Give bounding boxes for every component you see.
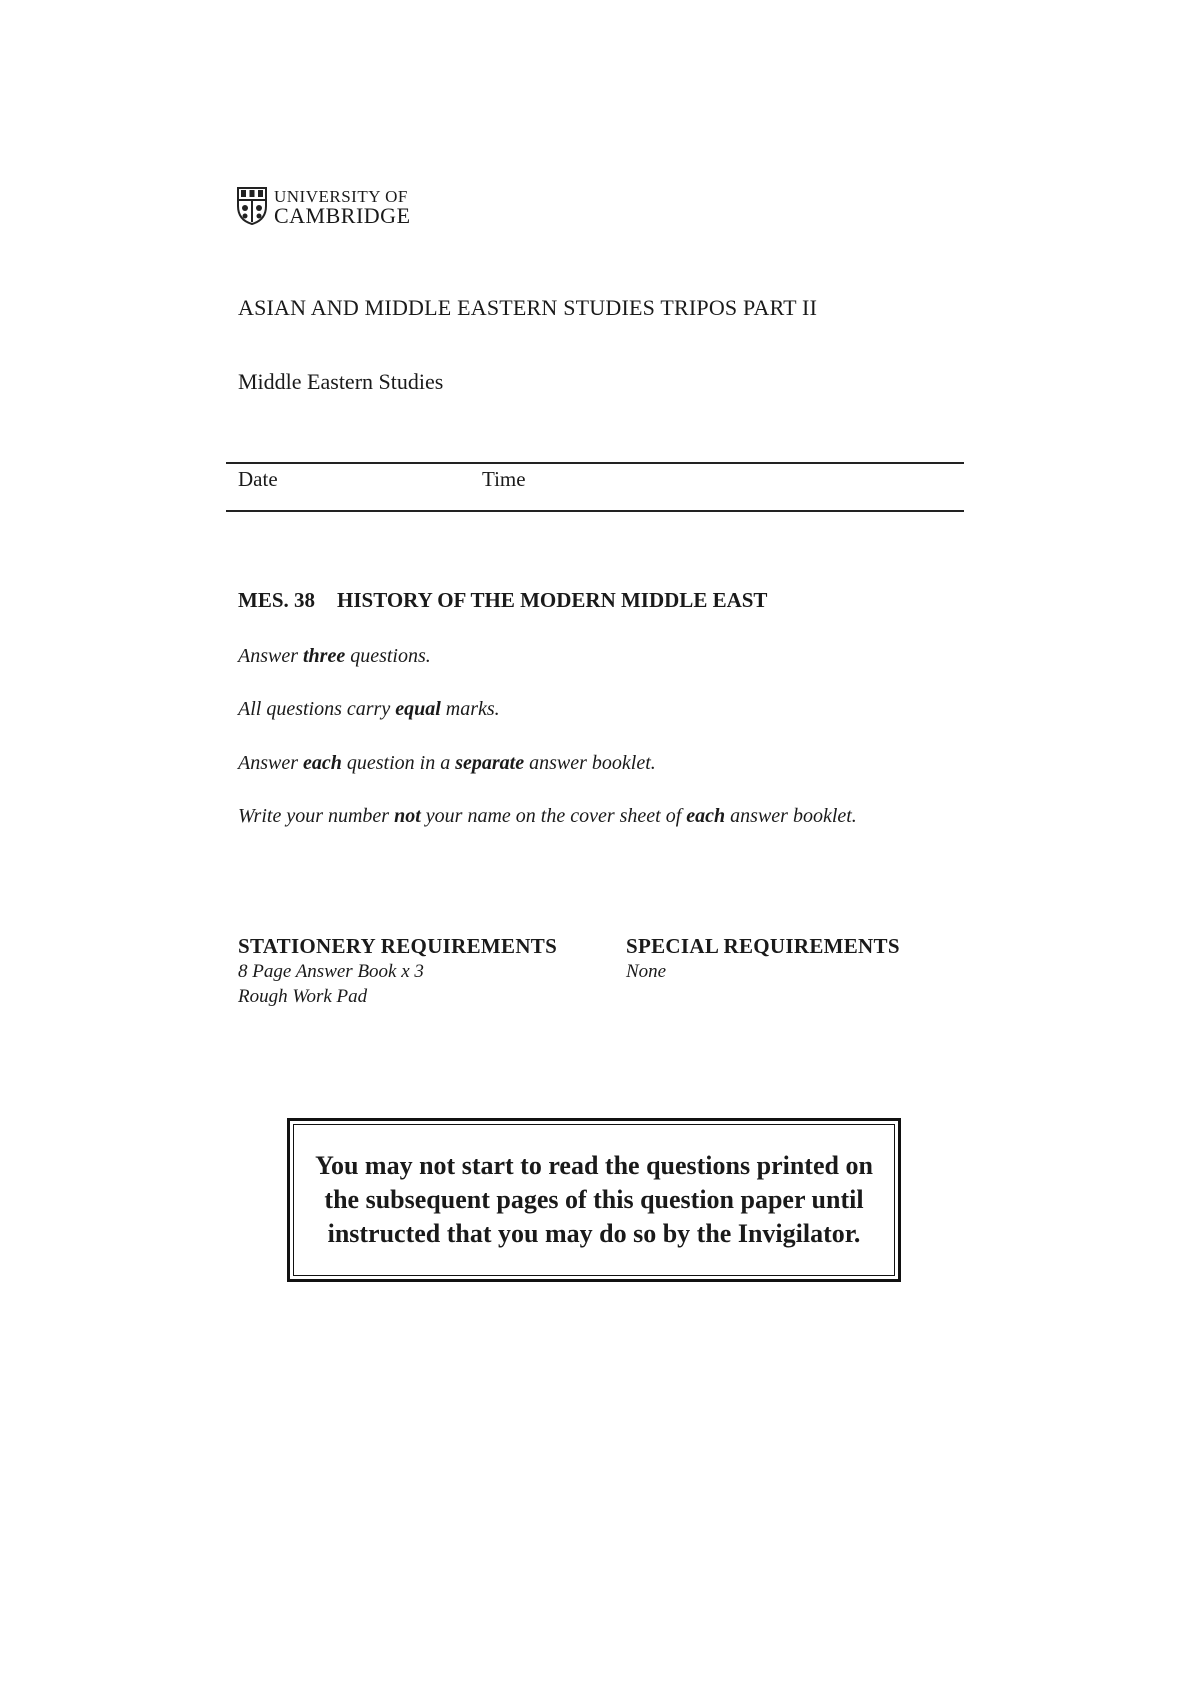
instruction-write-number: Write your number not your name on the cover sheet of each answer booklet. xyxy=(238,805,857,827)
stationery-heading: STATIONERY REQUIREMENTS xyxy=(238,934,558,958)
logo-line-1: UNIVERSITY OF xyxy=(274,187,408,206)
date-label: Date xyxy=(238,467,278,491)
instruction-separate-booklet: Answer each question in a separate answer booklet. xyxy=(238,752,656,774)
stationery-requirements xyxy=(238,934,557,1009)
special-item: None xyxy=(626,961,667,982)
special-requirements xyxy=(626,934,900,984)
paper-heading xyxy=(238,588,767,613)
divider-top xyxy=(226,462,964,464)
stationery-item: 8 Page Answer Book x 3 xyxy=(238,961,424,982)
invigilator-notice-text: You may not start to read the questions printed on the subsequent pages of this question paper until instructed that you may do so by the Invigilator. xyxy=(293,1124,895,1276)
logo-wordmark xyxy=(274,187,411,228)
special-heading: SPECIAL REQUIREMENTS xyxy=(626,934,900,958)
invigilator-notice-box xyxy=(287,1118,901,1282)
time-label: Time xyxy=(482,467,526,491)
tripos-title: ASIAN AND MIDDLE EASTERN STUDIES TRIPOS PART II xyxy=(238,295,818,320)
logo-line-2: CAMBRIDGE xyxy=(274,203,411,228)
paper-code: MES. 38 xyxy=(238,588,316,612)
stationery-item: Rough Work Pad xyxy=(238,986,368,1007)
paper-title: HISTORY OF THE MODERN MIDDLE EAST xyxy=(337,588,768,612)
subject-name: Middle Eastern Studies xyxy=(238,369,444,394)
instruction-answer-three: Answer three questions. xyxy=(238,645,431,667)
crest-icon xyxy=(236,186,268,226)
divider-bottom xyxy=(226,510,964,512)
instruction-equal-marks: All questions carry equal marks. xyxy=(238,698,500,720)
university-logo xyxy=(236,186,411,226)
